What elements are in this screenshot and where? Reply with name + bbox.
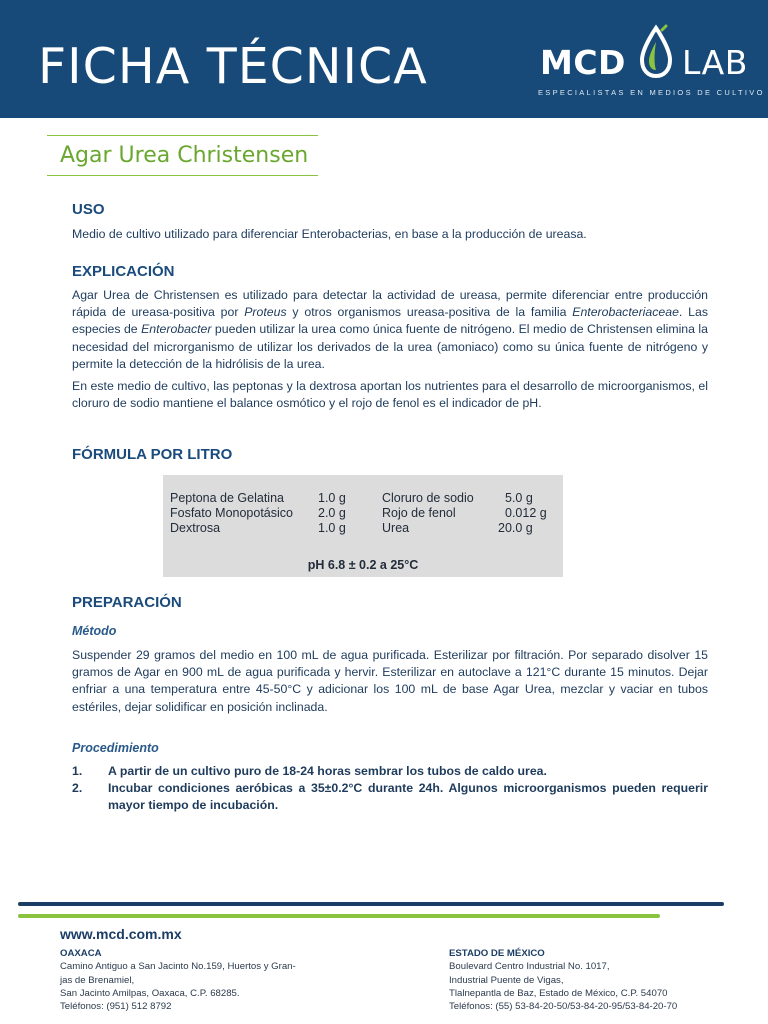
product-title: Agar Urea Christensen [60, 143, 309, 168]
footer-address-line: Industrial Puente de Vigas, [449, 974, 564, 986]
formula-ingredient: Rojo de fenol [382, 506, 456, 520]
explicacion-paragraph-1: Agar Urea de Christensen es utilizado para detectar la actividad de ureasa, permite diferenciar entre producción rápida de ureasa-positiva por Proteus y otros organismos ureasa-positiva de la familia Enterobacteriaceae. Las especies de Enterobacter pueden utilizar la urea como única fuente de nitrógeno. El medio de Christensen elimina la necesidad del microrganismo de utilizar los derivados de la urea (amoniaco) como su única fuente de nitrógeno y permite la detección de la hidrólisis de la urea. [72, 288, 708, 371]
footer-address-line: Camino Antiguo a San Jacinto No.159, Huertos y Gran- [60, 961, 296, 973]
footer-website-link[interactable]: www.mcd.com.mx [60, 926, 182, 942]
formula-ingredient: Peptona de Gelatina [170, 491, 284, 505]
footer-address-line: Tlalnepantla de Baz, Estado de México, C.P. 54070 [449, 987, 668, 999]
formula-quantity: 1.0 g [318, 521, 346, 535]
footer-phone: Teléfonos: (951) 512 8792 [60, 1001, 172, 1013]
formula-ingredient: Cloruro de sodio [382, 491, 474, 505]
mcd-lab-logo [538, 24, 765, 104]
header-banner [0, 0, 768, 118]
formula-ingredient: Urea [382, 521, 410, 535]
uso-heading: USO [72, 201, 105, 218]
metodo-text: Suspender 29 gramos del medio en 100 mL de agua purificada. Esterilizar por filtración. Por separado disolver 15 gramos de Agar en 900 mL de agua purificada y hervir. Esterilizar en autoclave a 121°C durante 15 minutos. Dejar enfriar a una temperatura entre 45-50°C y adicionar los 100 mL de base Agar Urea, mezclar y vaciar en tubos estériles, dejar solidificar en posición inclinada. [72, 648, 708, 714]
footer-phone: Teléfonos: (55) 53-84-20-50/53-84-20-95/53-84-20-70 [449, 1001, 678, 1013]
footer-address-line: jas de Brenamiel, [60, 974, 135, 986]
step-text: A partir de un cultivo puro de 18-24 horas sembrar los tubos de caldo urea. [108, 764, 547, 778]
formula-quantity: 5.0 g [505, 491, 533, 505]
formula-quantity: 1.0 g [318, 491, 346, 505]
title-rule-bottom [47, 175, 318, 176]
formula-ingredient: Fosfato Monopotásico [170, 506, 293, 520]
step-number: 2. [72, 781, 83, 795]
footer-address-line: Boulevard Centro Industrial No. 1017, [449, 961, 610, 973]
formula-ingredient: Dextrosa [170, 521, 221, 535]
footer-edomex-title: ESTADO DE MÉXICO [449, 948, 545, 959]
footer-rule-green [18, 914, 660, 918]
preparacion-heading: PREPARACIÓN [72, 594, 182, 611]
metodo-label: Método [72, 624, 117, 638]
logo-mcd-text: MCD [540, 43, 626, 82]
page-title: FICHA TÉCNICA [38, 38, 428, 95]
flask-drop-icon [632, 24, 680, 86]
formula-table [163, 475, 563, 577]
title-rule-top [47, 135, 318, 136]
footer-address-line: San Jacinto Amilpas, Oaxaca, C.P. 68285. [60, 987, 240, 999]
footer-rule-blue [18, 902, 724, 906]
logo-lab-text: LAB [682, 43, 748, 82]
formula-heading: FÓRMULA POR LITRO [72, 446, 233, 463]
footer-oaxaca-title: OAXACA [60, 948, 102, 959]
procedimiento-label: Procedimiento [72, 741, 159, 755]
explicacion-heading: EXPLICACIÓN [72, 263, 175, 280]
footer-address-oaxaca [60, 947, 360, 1013]
step-number: 1. [72, 764, 83, 778]
formula-ph: pH 6.8 ± 0.2 a 25°C [307, 558, 419, 572]
formula-quantity: 0.012 g [505, 506, 547, 520]
logo-tagline: ESPECIALISTAS EN MEDIOS DE CULTIVO [538, 88, 765, 97]
step-text: Incubar condiciones aeróbicas a 35±0.2°C durante 24h. Algunos microorganismos pueden requerir mayor tiempo de incubación. [108, 781, 708, 813]
explicacion-paragraph-2: En este medio de cultivo, las peptonas y la dextrosa aportan los nutrientes para el desarrollo de microorganismos, el cloruro de sodio mantiene el balance osmótico y el rojo de fenol es el indicador de pH. [72, 379, 708, 411]
footer-address-edomex [449, 947, 749, 1013]
formula-quantity: 20.0 g [498, 521, 533, 535]
formula-quantity: 2.0 g [318, 506, 346, 520]
uso-text: Medio de cultivo utilizado para diferenciar Enterobacterias, en base a la producción de ureasa. [72, 227, 587, 241]
